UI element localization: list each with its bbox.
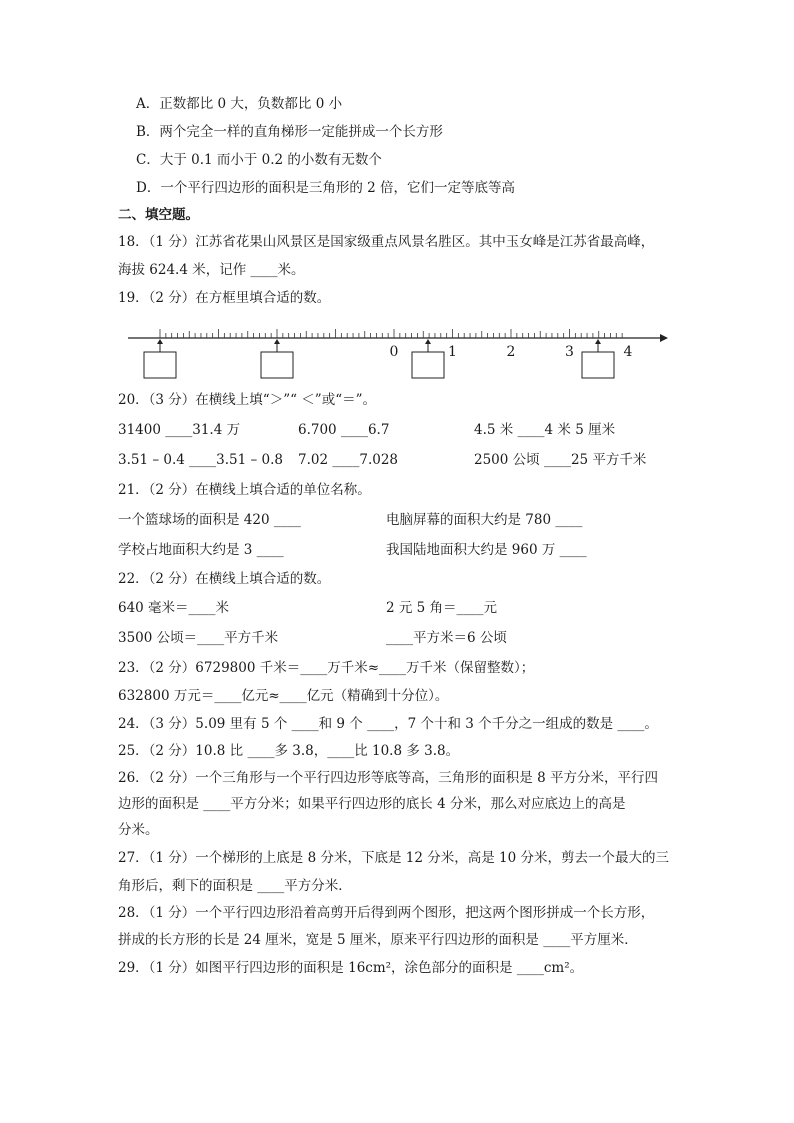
question-22-line-1: 22．（2 分）在横线上填合适的数。 xyxy=(118,571,331,587)
answer-box[interactable] xyxy=(412,352,444,378)
q21-item-4: 我国陆地面积大约是 960 万 ____ xyxy=(386,542,587,558)
q20-item-2: 6.700 ____6.7 xyxy=(298,422,390,438)
q22-item-2: 2 元 5 角＝____元 xyxy=(386,600,498,616)
pointer-arrowhead xyxy=(274,339,280,344)
q20-item-3: 4.5 米 ____4 米 5 厘米 xyxy=(474,422,616,438)
question-18-line-2: 海拔 624.4 米，记作 ____米。 xyxy=(118,262,305,278)
question-24-line-1: 24．（3 分）5.09 里有 5 个 ____和 9 个 ____，7 个十和 3 个千分之一组成的数是 ____。 xyxy=(118,716,658,732)
number-line-label: 2 xyxy=(506,344,516,360)
number-line-label: 4 xyxy=(623,344,633,360)
answer-box[interactable] xyxy=(261,352,293,378)
question-23-line-1: 23．（2 分）6729800 千米＝____万千米≈____万千米（保留整数）； xyxy=(118,660,535,676)
question-20-line-1: 20．（3 分）在横线上填“＞”“ ＜”或“＝”。 xyxy=(118,392,377,408)
q21-item-1: 一个篮球场的面积是 420 ____ xyxy=(118,512,301,528)
number-line-label: 1 xyxy=(448,344,457,360)
option-c: C．大于 0.1 而小于 0.2 的小数有无数个 xyxy=(136,152,382,168)
question-27-line-2: 角形后，剩下的面积是 ____平方分米． xyxy=(118,878,352,894)
q22-item-4: ____平方米＝6 公顷 xyxy=(386,630,507,646)
question-28-line-2: 拼成的长方形的长是 24 厘米，宽是 5 厘米，原来平行四边形的面积是 ____平方厘米． xyxy=(118,932,638,948)
q22-item-3: 3500 公顷＝____平方千米 xyxy=(118,630,279,646)
q21-item-2: 电脑屏幕的面积大约是 780 ____ xyxy=(386,512,583,528)
option-b: B．两个完全一样的直角梯形一定能拼成一个长方形 xyxy=(136,124,443,140)
pointer-arrowhead xyxy=(425,339,431,344)
number-line-label: 0 xyxy=(389,344,399,360)
pointer-arrowhead xyxy=(157,339,163,344)
q22-item-1: 640 毫米＝____米 xyxy=(118,600,230,616)
question-26-line-1: 26．（2 分）一个三角形与一个平行四边形等底等高，三角形的面积是 8 平方分米，平行四 xyxy=(118,770,658,786)
question-26-line-3: 分米。 xyxy=(118,822,159,838)
number-line-ticks xyxy=(160,329,622,338)
answer-box[interactable] xyxy=(144,352,176,378)
q20-item-5: 7.02 ____7.028 xyxy=(298,452,398,468)
question-26-line-2: 边形的面积是 ____平方分米；如果平行四边形的底长 4 分米，那么对应底边上的高是 xyxy=(118,796,626,812)
number-line-label: 3 xyxy=(565,344,574,360)
question-21-line-1: 21．（2 分）在横线上填合适的单位名称。 xyxy=(118,482,371,498)
q21-item-3: 学校占地面积大约是 3 ____ xyxy=(118,542,284,558)
q20-item-6: 2500 公顷 ____25 平方千米 xyxy=(474,452,647,468)
pointer-arrowhead xyxy=(595,339,601,344)
question-23-line-2: 632800 万元＝____亿元≈____亿元（精确到十分位）。 xyxy=(118,688,449,704)
q20-item-4: 3.51 – 0.4 ____3.51 – 0.8 xyxy=(118,452,284,468)
question-29-line-1: 29．（1 分）如图平行四边形的面积是 16cm²，涂色部分的面积是 ____cm²。 xyxy=(118,960,584,976)
number-line-arrowhead xyxy=(660,334,668,342)
section-title: 二、填空题。 xyxy=(118,207,199,223)
option-d: D．一个平行四边形的面积是三角形的 2 倍，它们一定等底等高 xyxy=(136,180,515,196)
q20-item-1: 31400 ____31.4 万 xyxy=(118,422,241,438)
question-28-line-1: 28．（1 分）一个平行四边形沿着高剪开后得到两个图形，把这两个图形拼成一个长方形， xyxy=(118,905,655,921)
answer-boxes xyxy=(144,339,614,378)
question-25-line-1: 25．（2 分）10.8 比 ____多 3.8，____比 10.8 多 3.8。 xyxy=(118,743,460,759)
question-18-line-1: 18．（1 分）江苏省花果山风景区是国家级重点风景名胜区。其中玉女峰是江苏省最高峰， xyxy=(118,234,655,250)
question-19-line-1: 19．（2 分）在方框里填合适的数。 xyxy=(118,290,331,306)
answer-box[interactable] xyxy=(582,352,614,378)
number-line-figure xyxy=(120,318,680,382)
question-27-line-1: 27．（1 分）一个梯形的上底是 8 分米，下底是 12 分米，高是 10 分米，剪去一个最大的三 xyxy=(118,850,670,866)
option-a: A．正数都比 0 大，负数都比 0 小 xyxy=(136,96,343,112)
